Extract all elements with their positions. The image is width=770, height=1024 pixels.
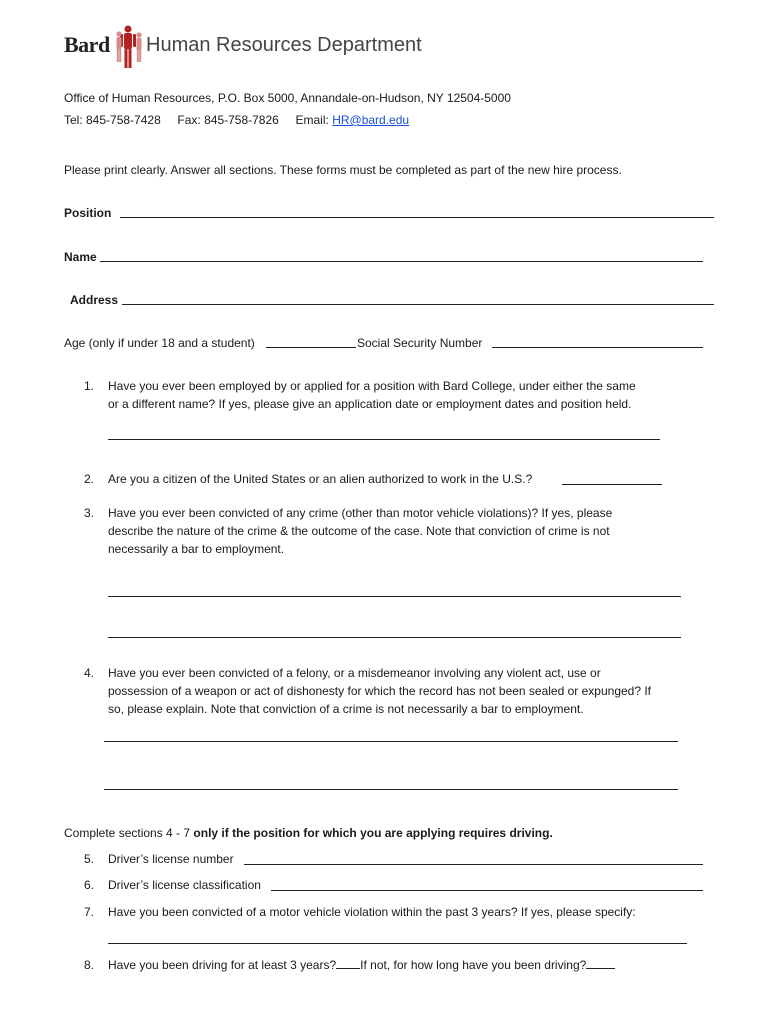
- question-text-line: Are you a citizen of the United States or an alien authorized to work in the U.S.?: [108, 472, 533, 486]
- answer-line-q3-b[interactable]: [108, 637, 681, 638]
- age-field[interactable]: [266, 347, 356, 348]
- question-number: 1.: [84, 379, 95, 393]
- contact-line: [64, 113, 409, 128]
- answer-line-q4-b[interactable]: [104, 789, 678, 790]
- question-4: [84, 664, 652, 716]
- question-number: 5.: [84, 852, 95, 866]
- driving-intro-bold: only if the position for which you are applying requires driving.: [193, 826, 553, 840]
- driving-section-intro: [64, 826, 553, 841]
- instructions: Please print clearly. Answer all sections. These forms must be completed as part of the new hire process.: [64, 163, 622, 177]
- question-1: [84, 377, 636, 411]
- question-text-line: necessarily a bar to employment.: [108, 542, 285, 556]
- q8-duration-blank[interactable]: [586, 957, 615, 969]
- drivers-license-number-field[interactable]: [244, 864, 703, 865]
- answer-line-q1[interactable]: [108, 439, 660, 440]
- question-number: 3.: [84, 506, 95, 520]
- tel-number: Tel: 845-758-7428: [64, 113, 161, 127]
- position-field[interactable]: [120, 217, 714, 218]
- question-text-line: Have you ever been convicted of any crime (other than motor vehicle violations)? If yes, please: [108, 506, 613, 520]
- question-3: [84, 504, 613, 556]
- drivers-license-class-field[interactable]: [271, 890, 703, 891]
- office-address: Office of Human Resources, P.O. Box 5000, Annandale-on-Hudson, NY 12504-5000: [64, 91, 511, 105]
- address-label: Address: [70, 293, 119, 307]
- question-text-line: possession of a weapon or act of dishonesty for which the record has not been sealed or expunged? If: [108, 684, 652, 698]
- question-2: [84, 470, 533, 488]
- driving-intro-plain: Complete sections 4 - 7: [64, 826, 194, 840]
- people-figures-icon: [114, 24, 144, 70]
- question-text-line: or a different name? If yes, please give an application date or employment dates and position held.: [108, 397, 632, 411]
- question-number: 6.: [84, 878, 95, 892]
- logo-wordmark: Bard: [64, 32, 110, 57]
- question-number: 2.: [84, 472, 95, 486]
- position-label: Position: [64, 206, 112, 220]
- address-field[interactable]: [122, 304, 714, 305]
- ssn-field[interactable]: [492, 347, 703, 348]
- question-5: [84, 850, 234, 868]
- answer-line-q4-a[interactable]: [104, 741, 678, 742]
- q8-text-part2: If not, for how long have you been driving?: [360, 958, 587, 972]
- question-number: 7.: [84, 905, 95, 919]
- q8-years-blank[interactable]: [336, 957, 360, 969]
- q8-text-part1: Have you been driving for at least 3 years?: [108, 958, 337, 972]
- department-title: Human Resources Department: [146, 34, 422, 56]
- answer-line-q2[interactable]: [562, 484, 662, 485]
- question-text-line: Have you ever been convicted of a felony, or a misdemeanor involving any violent act, use or: [108, 666, 601, 680]
- name-field[interactable]: [100, 261, 703, 262]
- question-text-line: Have you ever been employed by or applied for a position with Bard College, under either the same: [108, 379, 636, 393]
- question-text-line: Driver’s license classification: [108, 878, 261, 892]
- question-text-line: describe the nature of the crime & the outcome of the case. Note that conviction of crime is not: [108, 524, 610, 538]
- email-link[interactable]: HR@bard.edu: [332, 113, 410, 127]
- question-number: 8.: [84, 958, 95, 972]
- ssn-label: Social Security Number: [357, 336, 483, 350]
- question-7: [84, 903, 636, 921]
- question-text-line: Driver’s license number: [108, 852, 234, 866]
- question-text-line: so, please explain. Note that conviction of a crime is not necessarily a bar to employment.: [108, 702, 584, 716]
- age-label: Age (only if under 18 and a student): [64, 336, 255, 350]
- answer-line-q7[interactable]: [108, 943, 687, 944]
- fax-number: Fax: 845-758-7826: [177, 113, 279, 127]
- name-label: Name: [64, 250, 97, 264]
- question-text-line: Have you been convicted of a motor vehicle violation within the past 3 years? If yes, please specify:: [108, 905, 636, 919]
- answer-line-q3-a[interactable]: [108, 596, 681, 597]
- question-8: [84, 956, 587, 974]
- question-text-line: [108, 956, 615, 974]
- question-number: 4.: [84, 666, 95, 680]
- email-label: Email:: [295, 113, 329, 127]
- question-6: [84, 876, 261, 894]
